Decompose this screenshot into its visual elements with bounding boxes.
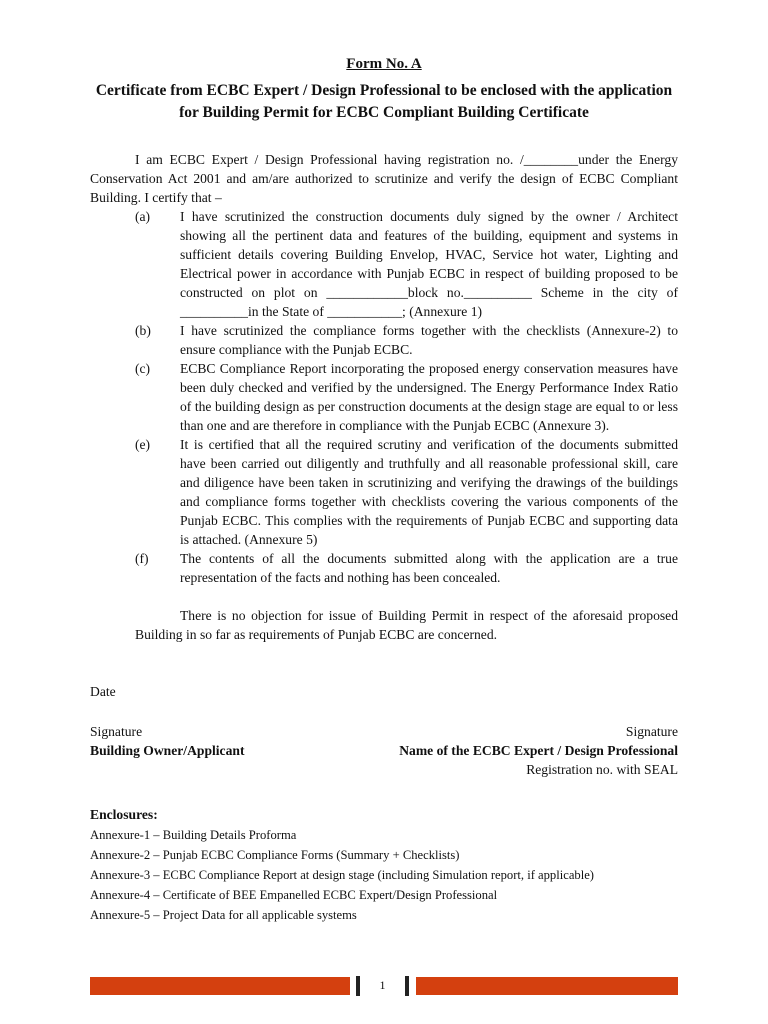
document-title: Certificate from ECBC Expert / Design Professional to be enclosed with the application for Building Permit for ECBC Compliant Building Certificate: [95, 82, 673, 121]
date-label: Date: [90, 684, 116, 699]
signature-label: Signature: [90, 724, 143, 739]
item-label: (b): [135, 323, 151, 338]
signature-block-expert: [399, 722, 678, 779]
list-item: [90, 207, 678, 321]
list-item: [90, 359, 678, 435]
enclosures-section: [90, 805, 594, 925]
item-label: (f): [135, 551, 149, 566]
footer-divider-right: [405, 976, 409, 996]
signature-label: Signature: [625, 724, 678, 739]
enclosure-item: Annexure-2 – Punjab ECBC Compliance Forms (Summary + Checklists): [90, 848, 460, 862]
footer-bar-right: [416, 977, 678, 995]
item-label: (e): [135, 437, 151, 452]
signatory-role: Name of the ECBC Expert / Design Professional: [399, 743, 678, 758]
certification-list: [90, 207, 678, 587]
enclosure-item: Annexure-4 – Certificate of BEE Empanelled ECBC Expert/Design Professional: [90, 888, 498, 902]
page-number: 1: [379, 978, 386, 992]
item-text: It is certified that all the required scrutiny and verification of the documents submitted have been carried out diligently and truthfully and all reasonable professional skill, care and diligence have been taken in scrutinizing and verifying the drawings of the buildings and compliance forms together with checklists covering the various components of the Punjab ECBC. This complies with the requirements of Punjab ECBC and supporting data is attached. (Annexure 5): [180, 437, 678, 547]
enclosure-item: Annexure-5 – Project Data for all applicable systems: [90, 908, 357, 922]
item-text: The contents of all the documents submitted along with the application are a true representation of the facts and nothing has been concealed.: [180, 551, 678, 585]
signatory-role: Building Owner/Applicant: [90, 743, 245, 758]
signature-block-owner: [90, 722, 244, 760]
enclosure-item: Annexure-1 – Building Details Proforma: [90, 828, 297, 842]
item-text: I have scrutinized the compliance forms together with the checklists (Annexure-2) to ensure compliance with the Punjab ECBC.: [180, 323, 678, 357]
form-number: Form No. A: [346, 56, 422, 72]
item-text: I have scrutinized the construction documents duly signed by the owner / Architect showing all the pertinent data and features of the building, equipment and systems in sufficient details covering Building Envelop, HVAC, Service hot water, Lighting and Electrical power in accordance with Punjab ECBC in respect of building proposed to be constructed on plot on ____________block no.__________ Scheme in the city of __________in the State of ___________; (Annexure 1): [180, 209, 678, 319]
item-text: ECBC Compliance Report incorporating the proposed energy conservation measures have been duly checked and verified by the undersigned. The Energy Performance Index Ratio of the building design as per construction documents at the design stage are equal to or less than one and are therefore in compliance with the Punjab ECBC (Annexure 3).: [180, 361, 678, 433]
registration-note: Registration no. with SEAL: [526, 762, 678, 777]
enclosure-item: Annexure-3 – ECBC Compliance Report at design stage (including Simulation report, if applicable): [90, 868, 594, 882]
item-label: (c): [135, 361, 151, 376]
item-label: (a): [135, 209, 151, 224]
certificate-body: [90, 150, 678, 644]
enclosures-heading: Enclosures:: [90, 807, 158, 822]
list-item: [90, 435, 678, 549]
closing-paragraph: There is no objection for issue of Building Permit in respect of the aforesaid proposed Building in so far as requirements of Punjab ECBC are concerned.: [135, 608, 678, 642]
list-item: [90, 321, 678, 359]
list-item: [90, 549, 678, 587]
footer-bar-left: [90, 977, 350, 995]
intro-paragraph: I am ECBC Expert / Design Professional having registration no. /________under the Energy Conservation Act 2001 and am/are authorized to scrutinize and verify the design of ECBC Compliant Building. I certify that –: [90, 152, 678, 205]
